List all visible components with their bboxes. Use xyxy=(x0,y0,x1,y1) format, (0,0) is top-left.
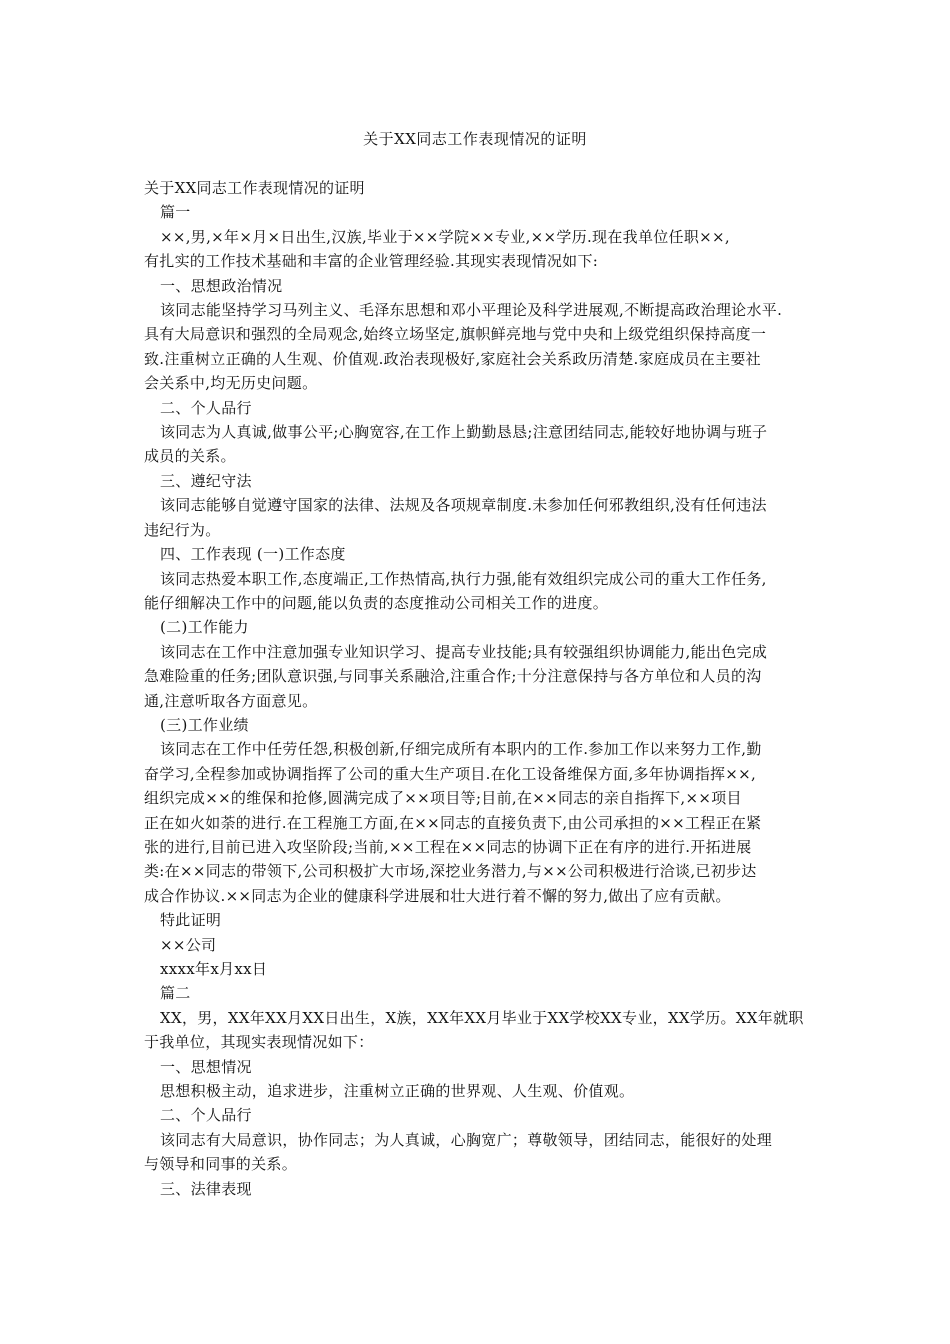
text-line: 三、遵纪守法 xyxy=(160,471,252,490)
text-line: 关于XX同志工作表现情况的证明 xyxy=(144,179,365,197)
text-line: 违纪行为。 xyxy=(144,520,221,539)
text-line: 急难险重的任务;团队意识强,与同事关系融洽,注重合作;十分注意保持与各方单位和人员的沟 xyxy=(144,667,762,686)
text-line: 组织完成××的维保和抢修,圆满完成了××项目等;目前,在××同志的亲自指挥下,××项目 xyxy=(144,789,742,808)
text-line: 该同志为人真诚,做事公平;心胸宽容,在工作上勤勤恳恳;注意团结同志,能较好地协调与班子 xyxy=(160,423,768,442)
text-line: 三、法律表现 xyxy=(160,1179,252,1198)
text-line: ××,男,×年×月×日出生,汉族,毕业于××学院××专业,××学历.现在我单位任职××, xyxy=(160,227,730,246)
text-line: 会关系中,均无历史问题。 xyxy=(144,374,318,393)
text-line: 该同志能坚持学习马列主义、毛泽东思想和邓小平理论及科学进展观,不断提高政治理论水平. xyxy=(160,301,783,320)
text-line: 二、个人品行 xyxy=(160,398,252,417)
text-line: 四、工作表现 (一)工作态度 xyxy=(160,545,346,564)
text-line: 正在如火如荼的进行.在工程施工方面,在××同志的直接负责下,由公司承担的××工程正在紧 xyxy=(144,813,762,832)
text-line: 该同志在工作中注意加强专业知识学习、提高专业技能;具有较强组织协调能力,能出色完成 xyxy=(160,642,768,661)
text-line: 该同志能够自觉遵守国家的法律、法规及各项规章制度.未参加任何邪教组织,没有任何违法 xyxy=(160,496,767,515)
text-line: 能仔细解决工作中的问题,能以负责的态度推动公司相关工作的进度。 xyxy=(144,593,609,612)
text-line: 成合作协议.××同志为企业的健康科学进展和壮大进行着不懈的努力,做出了应有贡献。 xyxy=(144,886,731,905)
text-line: 一、思想政治情况 xyxy=(160,276,283,295)
text-line: 于我单位，其现实表现情况如下： xyxy=(144,1033,374,1052)
text-line: XX，男，XX年XX月XX日出生，X族，XX年XX月毕业于XX学校XX专业，XX学历。XX年就职 xyxy=(160,1008,804,1027)
document-title: 关于XX同志工作表现情况的证明 xyxy=(363,130,587,148)
text-line: 篇一 xyxy=(160,203,191,222)
text-line: ××公司 xyxy=(160,935,217,954)
text-line: 与领导和同事的关系。 xyxy=(144,1155,298,1174)
text-line: 致.注重树立正确的人生观、价值观.政治表现极好,家庭社会关系政历清楚.家庭成员在主要社 xyxy=(144,349,761,368)
text-line: (三)工作业绩 xyxy=(160,715,249,734)
text-line: 通,注意听取各方面意见。 xyxy=(144,691,318,710)
text-line: (二)工作能力 xyxy=(160,618,249,637)
text-line: 二、个人品行 xyxy=(160,1106,252,1125)
text-line: 具有大局意识和强烈的全局观念,始终立场坚定,旗帜鲜亮地与党中央和上级党组织保持高度一 xyxy=(144,325,767,344)
text-line: 有扎实的工作技术基础和丰富的企业管理经验.其现实表现情况如下: xyxy=(144,252,599,271)
text-line: 成员的关系。 xyxy=(144,447,236,466)
text-line: 奋学习,全程参加或协调指挥了公司的重大生产项目.在化工设备维保方面,多年协调指挥××, xyxy=(144,764,757,783)
text-line: 该同志在工作中任劳任怨,积极创新,仔细完成所有本职内的工作.参加工作以来努力工作,勤 xyxy=(160,740,762,759)
text-line: 张的进行,目前已进入攻坚阶段;当前,××工程在××同志的协调下正在有序的进行.开拓进展 xyxy=(144,837,752,856)
text-line: xxxx年x月xx日 xyxy=(160,960,268,978)
text-line: 一、思想情况 xyxy=(160,1057,252,1076)
text-line: 类:在××同志的带领下,公司积极扩大市场,深挖业务潜力,与××公司积极进行洽谈,已初步达 xyxy=(144,862,757,881)
document-body xyxy=(144,176,808,1201)
text-line: 该同志有大局意识，协作同志；为人真诚，心胸宽广；尊敬领导，团结同志，能很好的处理 xyxy=(160,1130,773,1149)
text-line: 篇二 xyxy=(160,984,191,1003)
text-line: 思想积极主动，追求进步，注重树立正确的世界观、人生观、价值观。 xyxy=(160,1082,635,1101)
text-line: 该同志热爱本职工作,态度端正,工作热情高,执行力强,能有效组织完成公司的重大工作任务, xyxy=(160,569,767,588)
text-line: 特此证明 xyxy=(160,911,222,930)
